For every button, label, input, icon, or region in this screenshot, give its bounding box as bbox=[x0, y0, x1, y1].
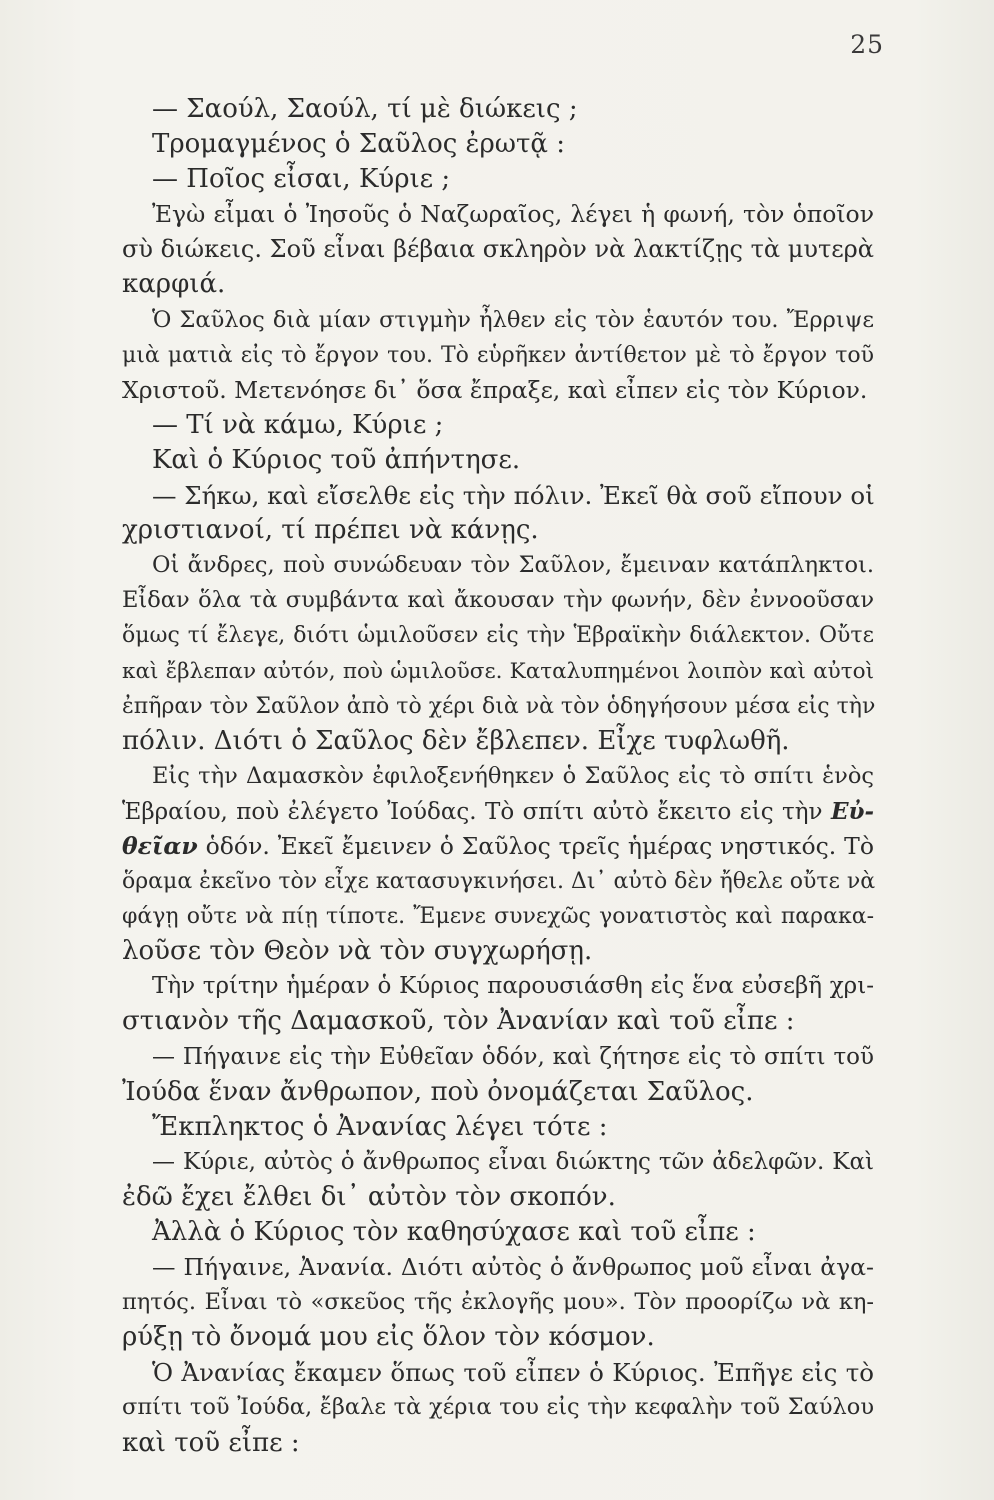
text-line bbox=[122, 1390, 874, 1425]
line-text: ἐδῶ ἔχει ἔλθει δι᾽ αὐτὸν τὸν σκοπόν. bbox=[122, 1181, 616, 1212]
line-text: πητός. Εἶναι τὸ «σκεῦος τῆς ἐκλογῆς μου». Τὸν προορίζω νὰ κη- bbox=[122, 1289, 874, 1316]
text-line bbox=[122, 724, 874, 759]
text-line bbox=[122, 654, 874, 689]
text-line bbox=[122, 162, 874, 197]
text-line bbox=[122, 618, 874, 653]
text-line bbox=[122, 1426, 874, 1461]
line-text: Τὴν τρίτην ἡμέραν ὁ Κύριος παρουσιάσθη εἰς ἕνα εὐσεβῆ χρι- bbox=[152, 973, 874, 1000]
text-line bbox=[122, 934, 874, 969]
text-line bbox=[122, 1285, 874, 1320]
line-text: φάγῃ οὔτε νὰ πίῃ τίποτε. Ἔμενε συνεχῶς γονατιστὸς καὶ παρακα- bbox=[122, 904, 874, 930]
line-text: καὶ τοῦ εἶπε : bbox=[122, 1427, 300, 1458]
line-text: Ὁ Ἀνανίας ἔκαμεν ὅπως τοῦ εἶπεν ὁ Κύριος. Ἐπῆγε εἰς τὸ bbox=[152, 1358, 874, 1388]
line-text: Εἰς τὴν Δαμασκὸν ἐφιλοξενήθηκεν ὁ Σαῦλος εἰς τὸ σπίτι ἑνὸς bbox=[152, 762, 874, 789]
text-line bbox=[122, 373, 874, 408]
line-text: Ἑβραίου, ποὺ ἐλέγετο Ἰούδας. Τὸ σπίτι αὐτὸ ἔκειτο εἰς τὴν bbox=[122, 798, 831, 825]
text-line bbox=[122, 127, 874, 162]
text-line bbox=[122, 1250, 874, 1285]
text-line bbox=[122, 794, 874, 829]
line-text: ὅραμα ἐκεῖνο τὸν εἶχε κατασυγκινήσει. Δι᾽ αὐτὸ δὲν ἤθελε οὔτε νὰ bbox=[122, 869, 876, 895]
line-text: — Σαούλ, Σαούλ, τί μὲ διώκεις ; bbox=[152, 94, 578, 124]
line-text: Οἱ ἄνδρες, ποὺ συνώδευαν τὸν Σαῦλον, ἔμειναν κατάπληκτοι. bbox=[152, 552, 874, 579]
text-line bbox=[122, 443, 874, 478]
line-text: ὁδόν. Ἐκεῖ ἔμεινεν ὁ Σαῦλος τρεῖς ἡμέρας νηστικός. Τὸ bbox=[197, 831, 874, 860]
line-text: — Ποῖος εἶσαι, Κύριε ; bbox=[152, 164, 451, 195]
text-line bbox=[122, 829, 874, 864]
line-text: — Πήγαινε εἰς τὴν Εὐθεῖαν ὁδόν, καὶ ζήτησε εἰς τὸ σπίτι τοῦ bbox=[152, 1043, 874, 1070]
line-text: χριστιανοί, τί πρέπει νὰ κάνῃς. bbox=[122, 515, 539, 546]
line-text: καὶ ἔβλεπαν αὐτόν, ποὺ ὡμιλοῦσε. Καταλυπημένοι λοιπὸν καὶ αὐτοὶ bbox=[122, 658, 874, 684]
text-line bbox=[122, 1355, 874, 1390]
line-text: λοῦσε τὸν Θεὸν νὰ τὸν συγχωρήσῃ. bbox=[122, 936, 593, 967]
text-line bbox=[122, 92, 874, 127]
line-text: Καὶ ὁ Κύριος τοῦ ἀπήντησε. bbox=[152, 444, 521, 475]
line-text: στιανὸν τῆς Δαμασκοῦ, τὸν Ἀνανίαν καὶ τοῦ εἶπε : bbox=[122, 1006, 795, 1037]
line-text: Εἶδαν ὅλα τὰ συμβάντα καὶ ἄκουσαν τὴν φωνήν, δὲν ἐννοοῦσαν bbox=[122, 587, 874, 614]
line-text: μιὰ ματιὰ εἰς τὸ ἔργον του. Τὸ εὑρῆκεν ἀντίθετον μὲ τὸ ἔργον τοῦ bbox=[122, 342, 874, 368]
text-line bbox=[122, 1110, 874, 1145]
text-line bbox=[122, 583, 874, 618]
line-text: — Κύριε, αὐτὸς ὁ ἄνθρωπος εἶναι διώκτης τῶν ἀδελφῶν. Καὶ bbox=[152, 1148, 874, 1175]
text-line bbox=[122, 1004, 874, 1039]
line-text: Ἐγὼ εἶμαι ὁ Ἰησοῦς ὁ Ναζωραῖος, λέγει ἡ φωνή, τὸν ὁποῖον bbox=[152, 200, 874, 229]
text-line bbox=[122, 478, 874, 513]
text-line bbox=[122, 513, 874, 548]
text-line bbox=[122, 864, 874, 899]
text-line bbox=[122, 899, 874, 934]
text-line bbox=[122, 689, 874, 724]
body-text bbox=[122, 92, 874, 1461]
emphasis-text: Εὐ- bbox=[830, 797, 874, 825]
line-text: — Τί νὰ κάμω, Κύριε ; bbox=[152, 409, 444, 440]
line-text: σπίτι τοῦ Ἰούδα, ἔβαλε τὰ χέρια του εἰς τὴν κεφαλὴν τοῦ Σαύλου bbox=[122, 1394, 874, 1421]
line-text: ἐπῆραν τὸν Σαῦλον ἀπὸ τὸ χέρι διὰ νὰ τὸν ὁδηγήσουν μέσα εἰς τὴν bbox=[122, 693, 876, 719]
line-text: — Πήγαινε, Ἀνανία. Διότι αὐτὸς ὁ ἄνθρωπος μοῦ εἶναι ἀγα- bbox=[152, 1253, 874, 1282]
text-line bbox=[122, 303, 874, 338]
text-line bbox=[122, 1075, 874, 1110]
line-text: ὅμως τί ἔλεγε, διότι ὡμιλοῦσεν εἰς τὴν Ἑβραϊκὴν διάλεκτον. Οὔτε bbox=[122, 623, 874, 649]
text-line bbox=[122, 267, 874, 302]
text-line bbox=[122, 1180, 874, 1215]
line-text: Τρομαγμένος ὁ Σαῦλος ἐρωτᾷ : bbox=[152, 129, 565, 160]
text-line bbox=[122, 1040, 874, 1075]
text-line bbox=[122, 197, 874, 232]
text-line bbox=[122, 759, 874, 794]
line-text: ρύξῃ τὸ ὄνομά μου εἰς ὅλον τὸν κόσμον. bbox=[122, 1322, 655, 1353]
line-text: πόλιν. Διότι ὁ Σαῦλος δὲν ἔβλεπεν. Εἶχε τυφλωθῆ. bbox=[122, 725, 790, 756]
line-text: σὺ διώκεις. Σοῦ εἶναι βέβαια σκληρὸν νὰ λακτίζῃς τὰ μυτερὰ bbox=[122, 235, 874, 264]
line-text: Ἔκπληκτος ὁ Ἀνανίας λέγει τότε : bbox=[152, 1111, 608, 1142]
line-text: — Σήκω, καὶ εἴσελθε εἰς τὴν πόλιν. Ἐκεῖ θὰ σοῦ εἴπουν οἱ bbox=[152, 481, 875, 511]
text-line bbox=[122, 1320, 874, 1355]
text-line bbox=[122, 338, 874, 373]
line-text: καρφιά. bbox=[122, 269, 226, 300]
page-number: 25 bbox=[850, 30, 884, 59]
line-text: Ἀλλὰ ὁ Κύριος τὸν καθησύχασε καὶ τοῦ εἶπε : bbox=[152, 1217, 756, 1247]
text-line bbox=[122, 1145, 874, 1180]
line-text: Ὁ Σαῦλος διὰ μίαν στιγμὴν ἦλθεν εἰς τὸν ἑαυτόν του. Ἔρριψε bbox=[152, 306, 874, 333]
text-line bbox=[122, 969, 874, 1004]
line-text: Χριστοῦ. Μετενόησε δι᾽ ὅσα ἔπραξε, καὶ εἶπεν εἰς τὸν Κύριον. bbox=[122, 375, 868, 404]
text-line bbox=[122, 232, 874, 267]
line-text: Ἰούδα ἕναν ἄνθρωπον, ποὺ ὀνομάζεται Σαῦλος. bbox=[122, 1076, 754, 1107]
text-line bbox=[122, 548, 874, 583]
text-line bbox=[122, 1215, 874, 1250]
emphasis-text: θεῖαν bbox=[122, 831, 198, 860]
text-line bbox=[122, 408, 874, 443]
